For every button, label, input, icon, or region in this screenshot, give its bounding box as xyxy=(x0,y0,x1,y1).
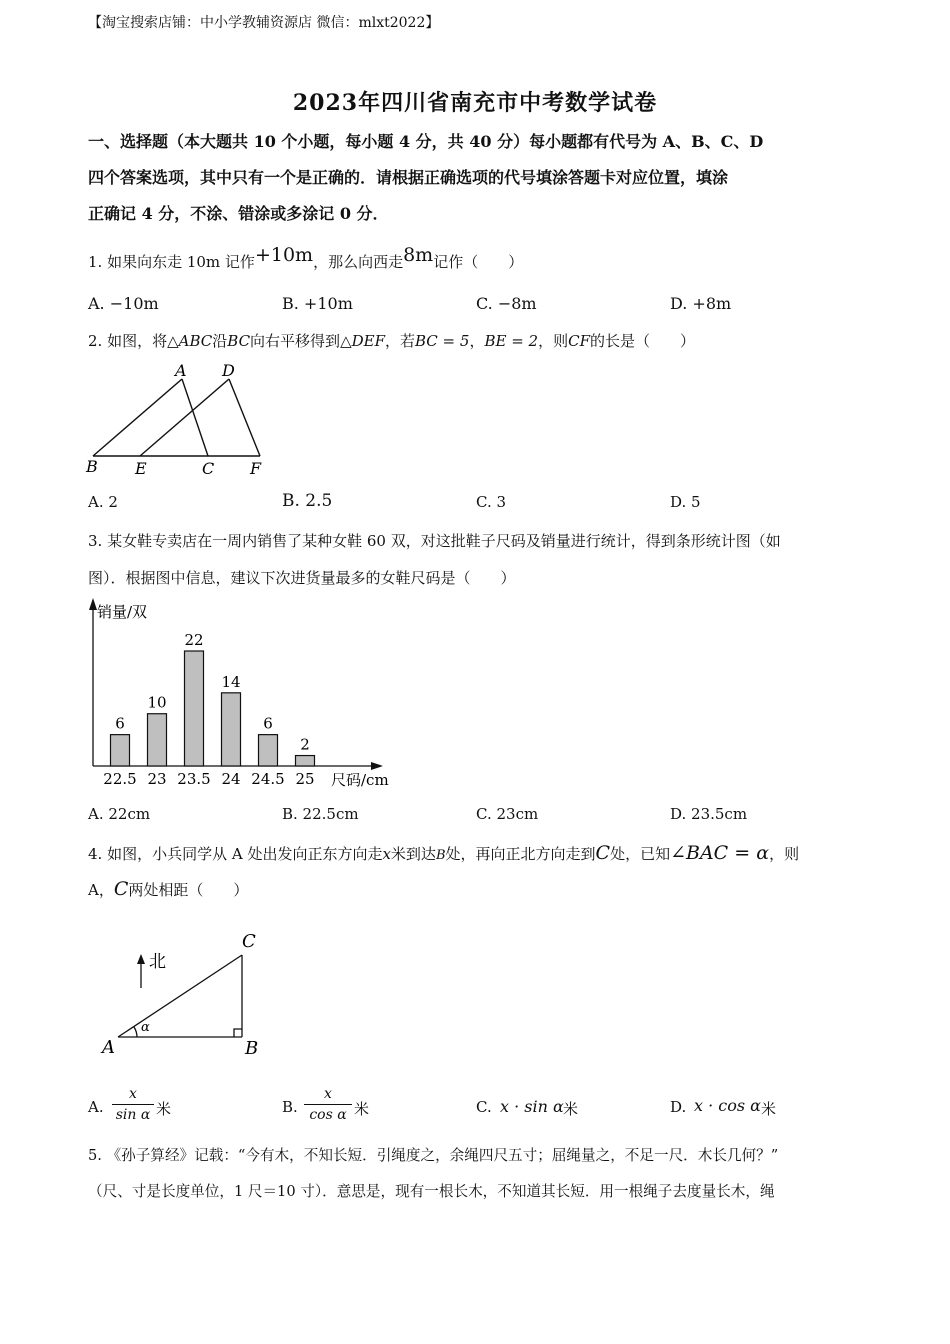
q1-west-value: 8m xyxy=(403,244,434,266)
q1-option-c: C. −8m xyxy=(476,294,537,313)
q2-t6: ，则 xyxy=(538,332,569,350)
q4-option-c-expr: x · sin α xyxy=(500,1097,564,1116)
q1-prefix: 1. 如果向东走 10m 记作 xyxy=(88,253,255,271)
q4-option-c-unit: 米 xyxy=(563,1100,579,1118)
q4-north-label: 北 xyxy=(149,952,166,972)
q4-option-b-numerator: x xyxy=(304,1084,352,1105)
header-watermark: 【淘宝搜索店铺：中小学教辅资源店 微信：mlxt2022】 xyxy=(88,15,440,31)
q4-t5: ，则 xyxy=(769,845,800,863)
q4-option-b-fraction xyxy=(304,1084,352,1125)
x-tick-label-24.5: 24.5 xyxy=(251,770,285,788)
y-axis-label: 销量/双 xyxy=(97,603,148,621)
q4-label-alpha: α xyxy=(141,1020,150,1035)
q2-label-e: E xyxy=(135,459,147,478)
section-instructions-line3: 正确记 4 分，不涂、错涂或多涂记 0 分． xyxy=(88,204,389,223)
q4-option-d-unit: 米 xyxy=(761,1100,777,1118)
q4-option-a-fraction xyxy=(112,1084,154,1125)
q4-label-c: C xyxy=(242,931,256,952)
q2-cf: CF xyxy=(568,332,590,350)
q3-option-d: D. 23.5cm xyxy=(670,805,748,823)
q4-b: B xyxy=(435,848,446,863)
q2-option-c: C. 3 xyxy=(476,493,507,511)
q4-option-a-label: A. xyxy=(88,1098,104,1116)
q4-c: C xyxy=(595,842,611,864)
q2-be-eq: BE = 2 xyxy=(484,332,539,350)
x-tick-label-24: 24 xyxy=(221,770,241,788)
q4-option-b-unit: 米 xyxy=(354,1100,370,1118)
q2-triangle-def: △DEF xyxy=(340,332,385,350)
question-3-line2: 图）．根据图中信息，建议下次进货量最多的女鞋尺码是（ ） xyxy=(88,569,516,587)
x-tick-label-22.5: 22.5 xyxy=(103,770,137,788)
q4-option-d-expr: x · cos α xyxy=(694,1096,761,1115)
q2-t1: 2. 如图，将 xyxy=(88,332,168,350)
q4-t4: 处，已知 xyxy=(610,845,671,863)
bar-value-label-23.5: 22 xyxy=(184,631,204,649)
q2-t5: ， xyxy=(469,332,485,350)
question-5-line2: （尺、寸是长度单位，1 尺＝10 寸）．意思是，现有一根长木，不知道其长短．用一根绳子去度量长木，绳 xyxy=(88,1183,775,1200)
q2-option-b: B. 2.5 xyxy=(282,491,333,511)
q4-t2: 米到达 xyxy=(390,845,436,863)
q2-label-d: D xyxy=(222,361,235,380)
q2-t7: 的长是（ ） xyxy=(589,332,695,350)
q4-option-b-label: B. xyxy=(282,1098,298,1116)
x-tick-label-23: 23 xyxy=(147,770,167,788)
q2-option-a: A. 2 xyxy=(88,493,118,511)
q1-option-b: B. +10m xyxy=(282,294,353,313)
q2-t2: 沿 xyxy=(212,332,228,350)
x-axis-label: 尺码/cm xyxy=(331,771,389,789)
bar-value-label-22.5: 6 xyxy=(115,714,125,733)
q1-option-a: A. −10m xyxy=(88,294,159,313)
section-instructions-line1: 一、选择题（本大题共 10 个小题，每小题 4 分，共 40 分）每小题都有代号为 A、B、C、D xyxy=(88,132,764,151)
q4-t3: 处，再向正北方向走到 xyxy=(445,845,596,863)
q1-mid: ，那么向西走 xyxy=(313,253,404,271)
q4-option-a-unit: 米 xyxy=(156,1100,172,1118)
q2-triangle-abc: △ABC xyxy=(167,332,213,350)
bar-value-label-24.5: 6 xyxy=(263,714,273,733)
bar-value-label-24: 14 xyxy=(221,672,241,691)
north-arrow-icon xyxy=(137,954,145,964)
q2-bc-eq: BC = 5 xyxy=(415,332,470,350)
q1-option-d: D. +8m xyxy=(670,294,732,313)
q4-label-a: A xyxy=(102,1037,115,1058)
bar-value-label-25: 2 xyxy=(300,735,310,754)
x-tick-label-25: 25 xyxy=(295,770,315,788)
q3-option-a: A. 22cm xyxy=(88,805,151,823)
x-tick-label-23.5: 23.5 xyxy=(177,770,211,788)
q4-angle: ∠BAC = α xyxy=(670,842,770,864)
q2-option-d: D. 5 xyxy=(670,493,701,511)
q4-x: x xyxy=(382,845,391,863)
page-title: 2023年四川省南充市中考数学试卷 xyxy=(292,90,658,116)
q2-label-f: F xyxy=(250,459,262,478)
section-instructions-line2: 四个答案选项，其中只有一个是正确的．请根据正确选项的代号填涂答题卡对应位置，填涂 xyxy=(88,168,729,187)
q4-label-b: B xyxy=(245,1038,259,1059)
q4-option-d-label: D. xyxy=(670,1098,687,1116)
q3-option-c: C. 23cm xyxy=(476,805,539,823)
q4-line2-b: 两处相距（ ） xyxy=(128,881,249,899)
q4-line2-c: C xyxy=(113,878,129,900)
q4-line2-a: A， xyxy=(88,881,114,899)
q2-t4: ，若 xyxy=(384,332,415,350)
q2-label-a: A xyxy=(175,361,187,380)
q1-suffix: 记作（ ） xyxy=(433,253,524,271)
q4-option-c-label: C. xyxy=(476,1098,492,1116)
q4-option-a-numerator: x xyxy=(112,1084,154,1105)
q4-option-a-denominator: sin α xyxy=(115,1107,151,1123)
q2-label-c: C xyxy=(202,459,215,478)
question-3-line1: 3. 某女鞋专卖店在一周内销售了某种女鞋 60 双，对这批鞋子尺码及销量进行统计，得到条形统计图（如 xyxy=(88,532,781,550)
bar-value-label-23: 10 xyxy=(147,693,167,712)
q1-east-value: +10m xyxy=(254,244,314,266)
q3-option-b: B. 22.5cm xyxy=(282,805,359,823)
q4-option-b-denominator: cos α xyxy=(309,1107,347,1123)
q2-bc: BC xyxy=(227,332,251,350)
q2-t3: 向右平移得到 xyxy=(250,332,341,350)
q4-t1: 4. 如图，小兵同学从 A 处出发向正东方向走 xyxy=(88,845,383,863)
q2-label-b: B xyxy=(86,457,98,476)
question-5-line1: 5. 《孙子算经》记载：“今有木，不知长短．引绳度之，余绳四尺五寸；屈绳量之，不足一尺．木长几何？” xyxy=(88,1147,779,1164)
